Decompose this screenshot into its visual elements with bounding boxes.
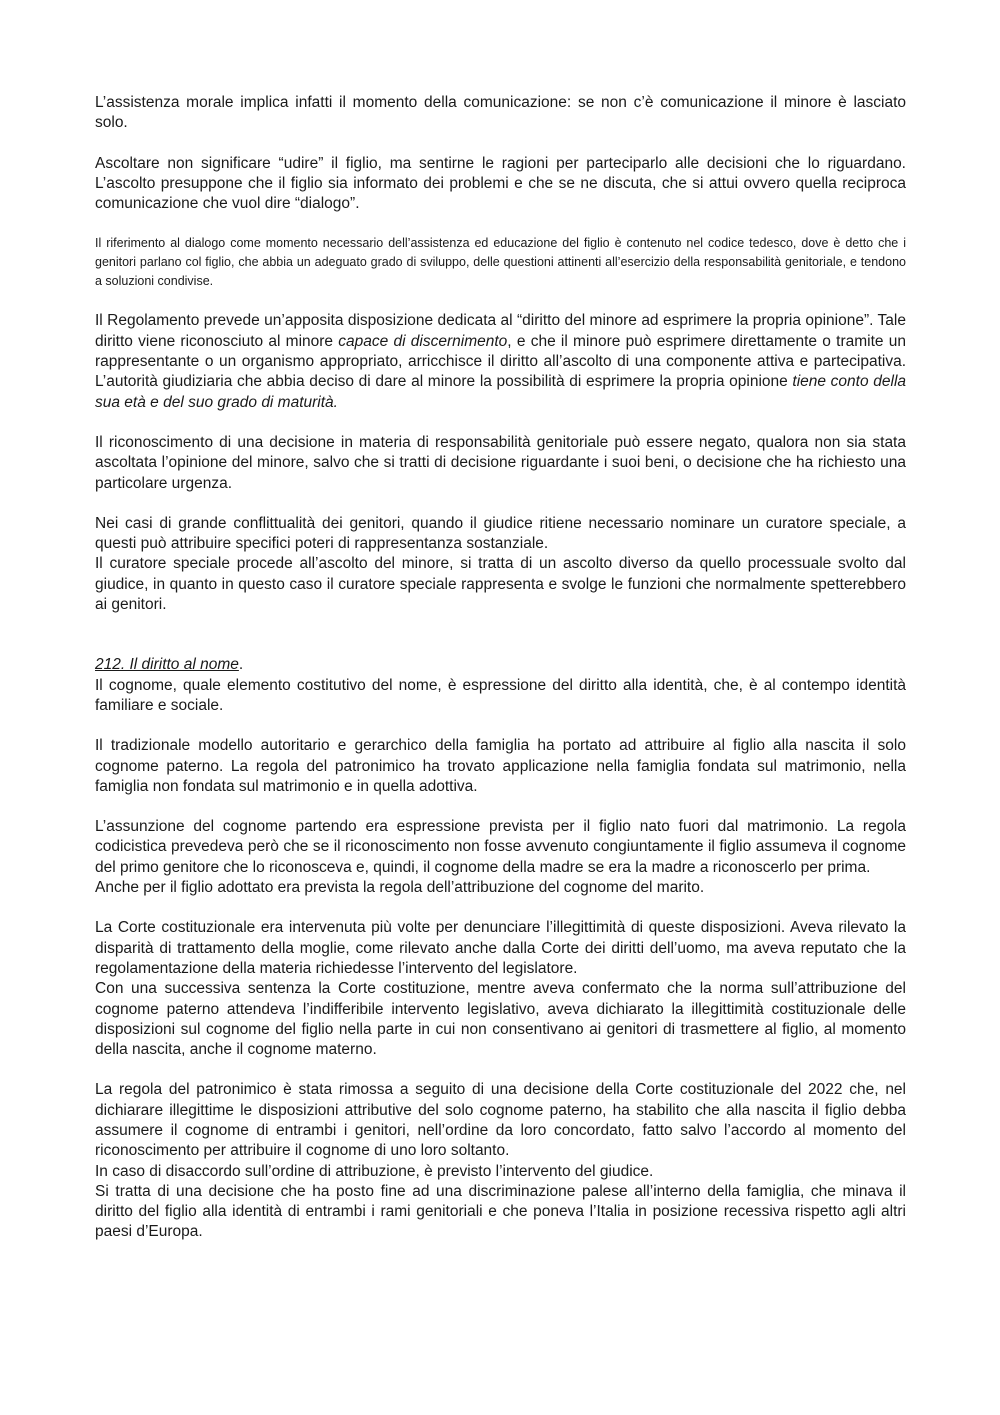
paragraph-disagreement: In caso di disaccordo sull’ordine di attribuzione, è previsto l’intervento del giudice.	[95, 1162, 654, 1180]
paragraph-regulation-part-c: , e che il minore può esprimere direttamente o tramite un rappresentante o un organismo appropriato, arricchisce il diritto all’ascolto di una componente attiva e partecipativa. L’autorità giudiziaria che abbia deciso di dare al minore la possibilità di esprimere la propria opinione	[95, 332, 906, 391]
paragraph-patronymic-removed: La regola del patronimico è stata rimossa a seguito di una decisione della Corte costituzionale del 2022 che, nel dichiarare illegittime le disposizioni attributive del solo cognome paterno, ha stabilito che alla nascita il figlio debba assumere il cognome di entrambi i genitori, nell’ordine da loro concordato, fatto salvo l’accordo al momento del riconoscimento per attribuire il cognome di uno loro soltanto.	[95, 1081, 906, 1160]
paragraph-recognition: Il riconoscimento di una decisione in materia di responsabilità genitoriale può essere negato, qualora non sia stata ascoltata l’opinione del minore, salvo che si tratti di decisione riguardante i suoi beni, o decisione che ha richiesto una particolare urgenza.	[95, 433, 906, 492]
paragraph-special-curator: Nei casi di grande conflittualità dei genitori, quando il giudice ritiene necessario nominare un curatore speciale, a questi può attribuire specifici poteri di rappresentanza sostanziale.	[95, 514, 906, 553]
paragraph-discrimination-end: Si tratta di una decisione che ha posto fine ad una discriminazione palese all’interno della famiglia, che minava il diritto del figlio alla identità di entrambi i rami genitoriali e che poneva l’Italia in posizione recessiva rispetto agli altri paesi d’Europa.	[95, 1182, 906, 1241]
section-title: 212. Il diritto al nome	[95, 656, 239, 674]
paragraph-traditional-model: Il tradizionale modello autoritario e gerarchico della famiglia ha portato ad attribuire al figlio alla nascita il solo cognome paterno. La regola del patronimico ha trovato applicazione nella famiglia fondata sul matrimonio, nella famiglia non fondata sul matrimonio e in quella adottiva.	[95, 737, 906, 795]
section-title-dot: .	[238, 656, 244, 674]
section-heading	[95, 655, 906, 675]
paragraph-surname-identity: Il cognome, quale elemento costitutivo del nome, è espressione del diritto alla identità, che, è al contempo identità familiare e sociale.	[95, 676, 906, 714]
paragraph-constitutional-court: La Corte costituzionale era intervenuta più volte per denunciare l’illegittimità di queste disposizioni. Aveva rilevato la disparità di trattamento della moglie, come rilevato anche dalla Corte dei diritti dell’uomo, ma aveva reputato che la regolamentazione della materia richiedesse l’intervento del legislatore.	[95, 919, 906, 977]
paragraph-regulation	[95, 311, 906, 412]
paragraph-subsequent-ruling: Con una successiva sentenza la Corte costituzione, mentre aveva confermato che la norma sull’attribuzione del cognome paterno attendeva l’indifferibile intervento legislativo, aveva dichiarato la illegittimità costituzionale delle disposizioni sul cognome del figlio nella parte in cui non consentivano ai genitori di trasmettere al figlio, al momento della nascita, anche il cognome materno.	[95, 980, 906, 1059]
paragraph-regulation-italic-discernment: capace di discernimento	[338, 332, 508, 350]
paragraph-curator-listening: Il curatore speciale procede all’ascolto del minore, si tratta di un ascolto diverso da quello processuale svolto dal giudice, in quanto in questo caso il curatore speciale rappresenta e svolge le funzioni che normalmente spetterebbero ai genitori.	[95, 555, 906, 614]
paragraph-moral-assistance: L’assistenza morale implica infatti il momento della comunicazione: se non c’è comunicazione il minore è lasciato solo.	[95, 94, 906, 132]
paragraph-adopted-child: Anche per il figlio adottato era prevista la regola dell’attribuzione del cognome del marito.	[95, 879, 705, 897]
paragraph-german-code-note: Il riferimento al dialogo come momento necessario dell’assistenza ed educazione del figlio è contenuto nel codice tedesco, dove è detto che i genitori parlano col figlio, che abbia un adeguato grado di sviluppo, delle questioni attinenti all’esercizio della responsabilità genitoriale, e tendono a soluzioni condivise.	[95, 236, 906, 289]
paragraph-surname-assumption: L’assunzione del cognome partendo era espressione prevista per il figlio nato fuori dal matrimonio. La regola codicistica prevedeva però che se il riconoscimento non fosse avvenuto congiuntamente il figlio assumeva il cognome del primo genitore che lo riconosceva e, quindi, il cognome della madre se era la madre a riconoscerlo per prima.	[95, 818, 906, 876]
paragraph-regulation-part-a: Il Regolamento prevede un’apposita disposizione dedicata al “diritto del minore ad esprimere la propria opinione”. Tale diritto viene riconosciuto al minore	[95, 312, 906, 350]
paragraph-listening: Ascoltare non significare “udire” il figlio, ma sentirne le ragioni per parteciparlo alle decisioni che lo riguardano. L’ascolto presuppone che il figlio sia informato dei problemi e che se ne discuta, che si attui ovvero quella reciproca comunicazione che vuol dire “dialogo”.	[95, 154, 906, 213]
document-page	[95, 93, 906, 1243]
paragraph-regulation-italic-maturity: tiene conto della sua età e del suo grado di maturità.	[95, 373, 907, 411]
